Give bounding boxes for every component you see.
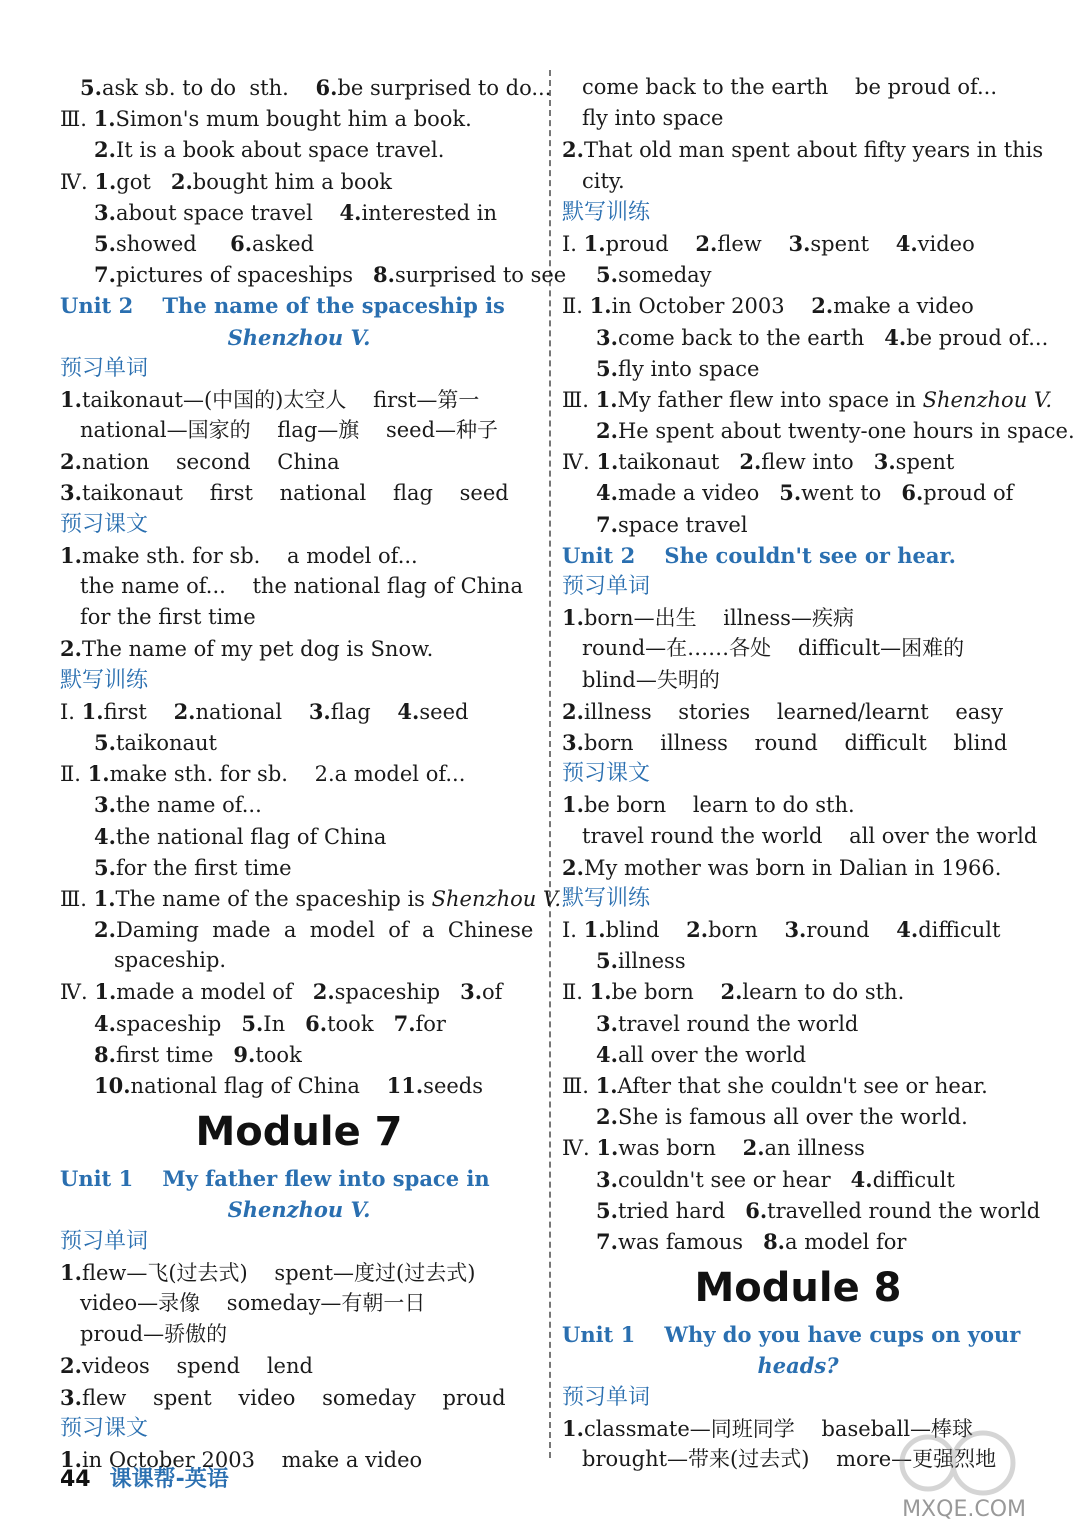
- answer-line: 5.fly into space: [596, 355, 760, 381]
- book-title: 课课帮-英语: [109, 1467, 229, 1492]
- answer-line: 4.made a video 5.went to 6.proud of: [596, 480, 1014, 506]
- answer-line: 1.be born learn to do sth.: [562, 792, 855, 818]
- answer-line: blind—失明的: [582, 667, 720, 692]
- answer-line: 3.come back to the earth 4.be proud of...: [596, 324, 1049, 350]
- answer-line: video—录像 someday—有朝一日: [80, 1290, 426, 1315]
- answer-line: proud—骄傲的: [80, 1322, 228, 1347]
- answer-line: 8.first time 9.took: [94, 1041, 302, 1067]
- answer-line: Ⅳ. 1.got 2.bought him a book: [60, 168, 392, 194]
- answer-line: for the first time: [80, 605, 256, 630]
- answer-line: 1.in October 2003 make a video: [60, 1446, 423, 1472]
- answer-line: brought—带来(过去式) more—更强烈地: [582, 1446, 997, 1471]
- unit-heading: Unit 1 Why do you have cups on your: [562, 1322, 1021, 1348]
- answer-line: 5.taikonaut: [94, 729, 217, 755]
- answer-line: Ⅲ. 1.After that she couldn't see or hear.: [562, 1073, 988, 1098]
- answer-line: the name of... the national flag of China: [80, 574, 523, 598]
- module-heading: Module 8: [694, 1265, 902, 1312]
- section-heading: 预习单词: [562, 1384, 651, 1410]
- answer-line: 2.videos spend lend: [60, 1353, 313, 1379]
- answer-line: 4.spaceship 5.In 6.took 7.for: [94, 1010, 446, 1036]
- answer-line: 5.illness: [596, 948, 686, 974]
- answer-line: 3.born illness round difficult blind: [562, 729, 1008, 755]
- answer-line: 1.born—出生 illness—疾病: [562, 605, 854, 631]
- answer-line: 2.She is famous all over the world.: [596, 1104, 968, 1130]
- answer-line: 3.flew spent video someday proud: [60, 1384, 506, 1410]
- answer-line: 3.the name of...: [94, 792, 262, 818]
- answer-line: travel round the world all over the world: [582, 823, 1038, 848]
- answer-line: 3.about space travel 4.interested in: [94, 199, 498, 225]
- answer-line: Ⅲ. 1.Simon's mum bought him a book.: [60, 106, 472, 132]
- answer-line: 2.He spent about twenty-one hours in space.: [596, 418, 1075, 444]
- answer-line: 1.make sth. for sb. a model of...: [60, 542, 418, 568]
- section-heading: 默写训练: [562, 199, 651, 225]
- answer-line: 5.for the first time: [94, 854, 292, 880]
- section-heading: 预习单词: [562, 574, 651, 599]
- answer-line: 3.travel round the world: [596, 1010, 859, 1036]
- answer-line: 2.That old man spent about fifty years in this: [562, 137, 1044, 163]
- answer-line: Ⅲ. 1.My father flew into space in Shenzhou V.: [562, 386, 1053, 412]
- answer-line: 1.taikonaut—(中国的)太空人 first—第一: [60, 386, 480, 412]
- answer-line: 7.was famous 8.a model for: [596, 1228, 907, 1254]
- section-heading: 预习课文: [60, 1415, 149, 1441]
- answer-line: Ⅱ. 1.be born 2.learn to do sth.: [562, 979, 905, 1005]
- answer-line: 2.It is a book about space travel.: [94, 137, 445, 163]
- answer-line: Ⅳ. 1.taikonaut 2.flew into 3.spent: [562, 449, 955, 475]
- section-heading: 预习单词: [60, 1228, 149, 1254]
- answer-line: 2.Daming made a model of a Chinese: [94, 917, 534, 943]
- answer-line: Ⅰ. 1.first 2.national 3.flag 4.seed: [60, 698, 469, 724]
- unit-heading: Unit 2 The name of the spaceship is: [60, 293, 505, 319]
- answer-line: Ⅳ. 1.was born 2.an illness: [562, 1135, 865, 1161]
- answer-line: 4.the national flag of China: [94, 823, 387, 849]
- answer-line: 3.couldn't see or hear 4.difficult: [596, 1166, 955, 1192]
- answer-line: 4.all over the world: [596, 1041, 807, 1067]
- unit-heading: Unit 1 My father flew into space in: [60, 1166, 490, 1192]
- answer-line: 2.My mother was born in Dalian in 1966.: [562, 854, 1002, 880]
- section-heading: 默写训练: [60, 667, 149, 693]
- answer-line: Ⅳ. 1.made a model of 2.spaceship 3.of: [60, 979, 503, 1005]
- unit-heading-continued: Shenzhou V.: [227, 324, 371, 350]
- watermark-text: MXQE.COM: [902, 1497, 1026, 1522]
- answer-line: 1.flew—飞(过去式) spent—度过(过去式): [60, 1259, 476, 1285]
- answer-line: 5.someday: [596, 262, 712, 288]
- answer-line: 5.tried hard 6.travelled round the world: [596, 1197, 1041, 1223]
- left-column: [60, 72, 567, 1475]
- answer-line: fly into space: [582, 106, 724, 131]
- right-column: [562, 72, 1075, 1475]
- answer-line: Ⅰ. 1.blind 2.born 3.round 4.difficult: [562, 917, 1001, 943]
- answer-line: 10.national flag of China 11.seeds: [94, 1073, 484, 1098]
- answer-line: 1.classmate—同班同学 baseball—棒球: [562, 1415, 974, 1441]
- page-footer: [60, 1462, 229, 1493]
- answer-line: spaceship.: [114, 948, 227, 973]
- answer-line: 7.pictures of spaceships 8.surprised to see: [94, 262, 567, 288]
- answer-line: 3.taikonaut first national flag seed: [60, 480, 509, 506]
- answer-line: 5.ask sb. to do sth. 6.be surprised to do...: [80, 75, 552, 100]
- section-heading: 默写训练: [562, 885, 651, 911]
- answer-line: 5.showed 6.asked: [94, 230, 314, 256]
- section-heading: 预习单词: [60, 355, 149, 381]
- answer-line: come back to the earth be proud of...: [582, 75, 998, 99]
- section-heading: 预习课文: [60, 511, 149, 537]
- unit-heading-continued: Shenzhou V.: [227, 1197, 371, 1223]
- answer-line: 7.space travel: [596, 511, 748, 537]
- answer-line: national—国家的 flag—旗 seed—种子: [80, 418, 499, 443]
- answer-line: Ⅲ. 1.The name of the spaceship is Shenzhou V.: [60, 885, 562, 911]
- module-heading: Module 7: [195, 1109, 403, 1156]
- answer-line: Ⅰ. 1.proud 2.flew 3.spent 4.video: [562, 230, 975, 256]
- answer-line: 2.illness stories learned/learnt easy: [562, 698, 1003, 724]
- answer-line: 2.nation second China: [60, 449, 340, 475]
- answer-line: city.: [582, 168, 625, 193]
- unit-heading-continued: heads?: [757, 1353, 839, 1379]
- page-number: 44: [60, 1467, 91, 1492]
- answer-line: 2.The name of my pet dog is Snow.: [60, 636, 434, 662]
- answer-line: Ⅱ. 1.make sth. for sb. 2.a model of...: [60, 761, 466, 787]
- answer-line: Ⅱ. 1.in October 2003 2.make a video: [562, 293, 974, 319]
- answer-line: round—在……各处 difficult—困难的: [582, 636, 965, 661]
- section-heading: 预习课文: [562, 761, 651, 787]
- unit-heading: Unit 2 She couldn't see or hear.: [562, 542, 956, 568]
